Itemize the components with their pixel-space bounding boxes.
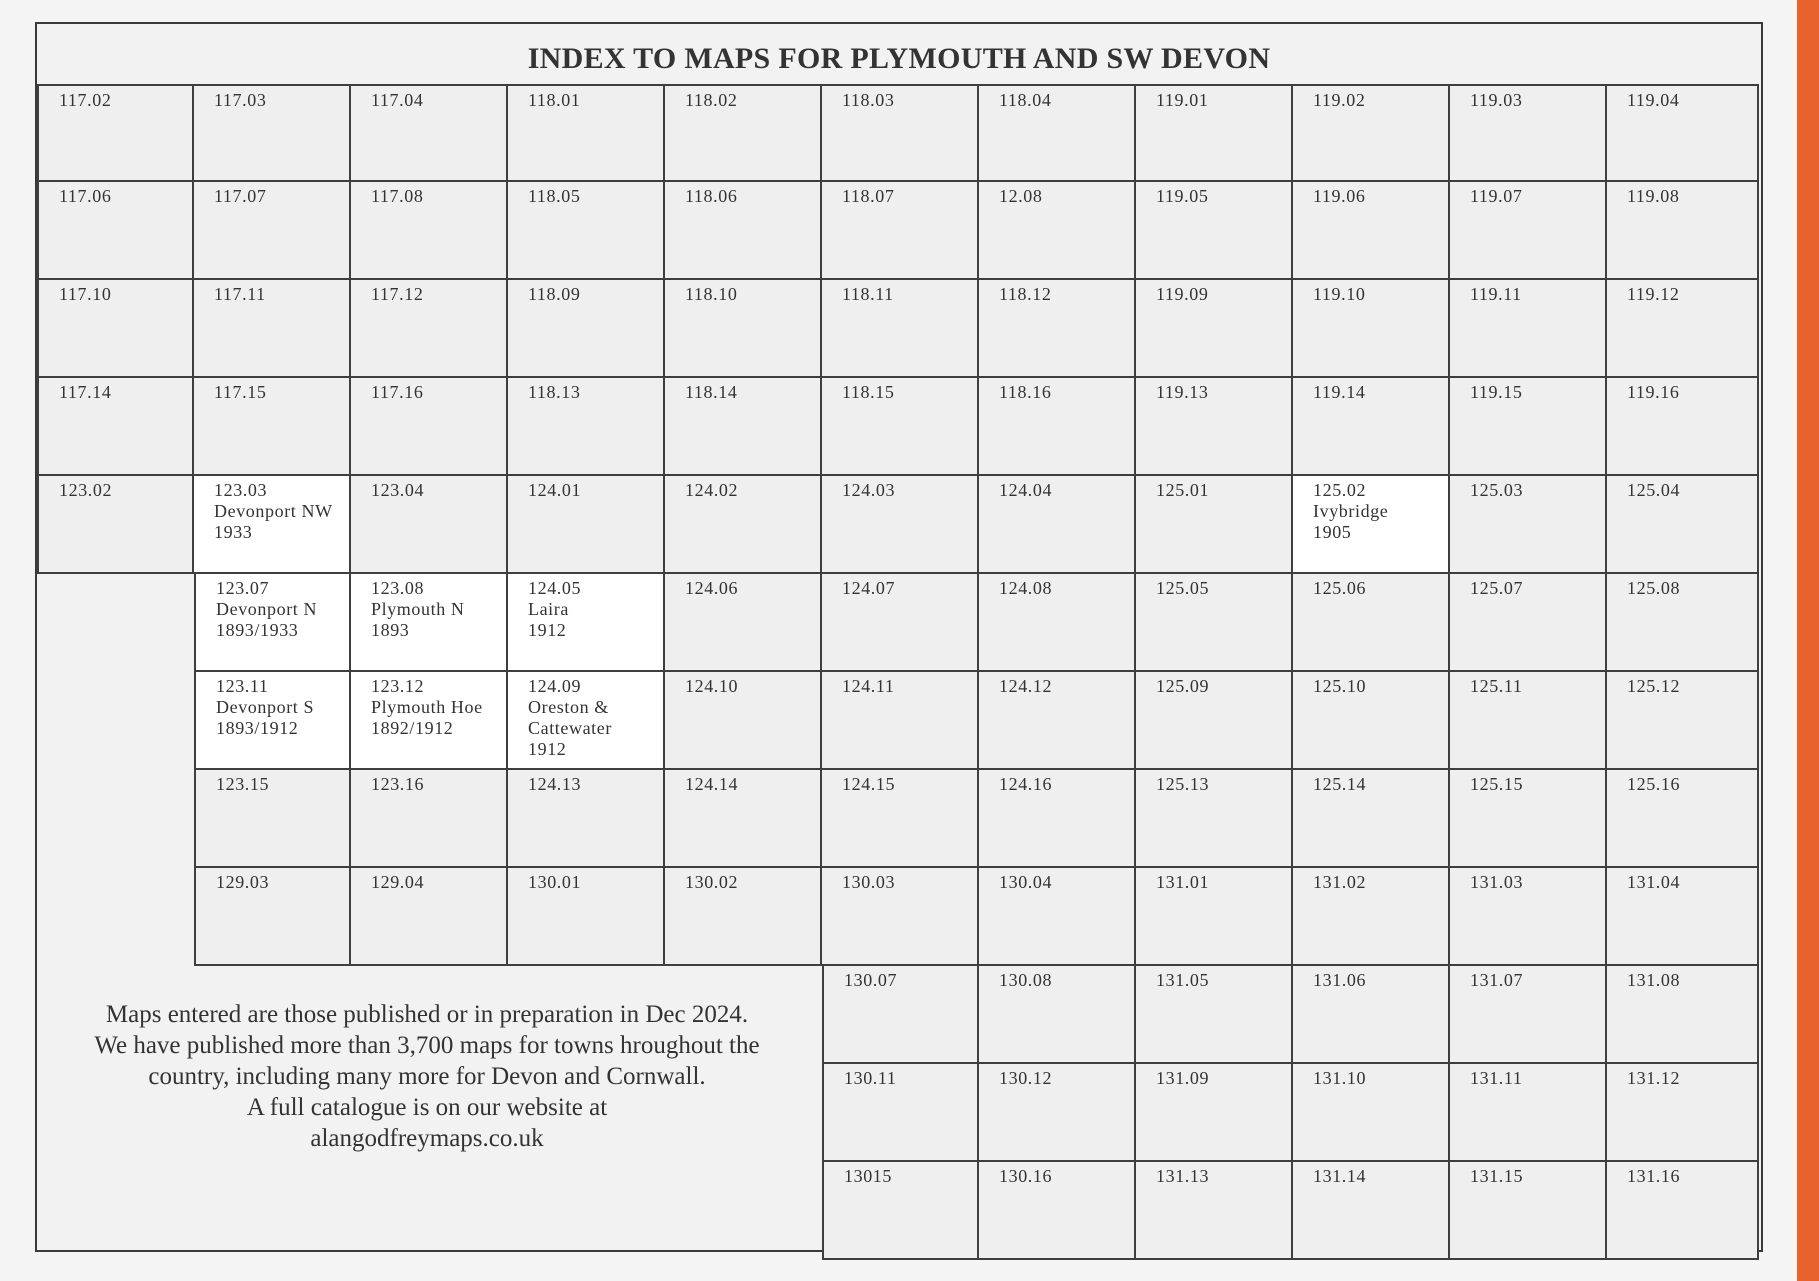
map-sheet-cell bbox=[351, 574, 508, 672]
map-sheet-cell bbox=[1136, 574, 1293, 672]
map-sheet-cell bbox=[37, 476, 194, 574]
sheet-place-name: Ivybridge bbox=[1313, 501, 1389, 521]
sheet-number: 123.08 bbox=[371, 578, 425, 598]
sheet-number: 118.07 bbox=[842, 186, 895, 206]
map-sheet-cell bbox=[351, 476, 508, 574]
map-sheet-cell bbox=[37, 182, 194, 280]
map-sheet-cell bbox=[979, 84, 1136, 182]
sheet-number: 118.14 bbox=[685, 382, 738, 402]
map-sheet-cell bbox=[1293, 378, 1450, 476]
map-sheet-cell bbox=[979, 476, 1136, 574]
sheet-number: 125.08 bbox=[1627, 578, 1681, 598]
map-sheet-cell bbox=[979, 1162, 1136, 1260]
sheet-number: 130.01 bbox=[528, 872, 582, 892]
map-sheet-cell bbox=[1607, 182, 1759, 280]
map-sheet-cell bbox=[1607, 868, 1759, 966]
map-sheet-cell bbox=[1607, 770, 1759, 868]
sheet-number: 118.02 bbox=[685, 90, 738, 110]
map-sheet-cell bbox=[351, 84, 508, 182]
map-sheet-cell bbox=[1450, 1064, 1607, 1162]
map-sheet-cell bbox=[1293, 966, 1450, 1064]
sheet-number: 124.05 bbox=[528, 578, 582, 598]
map-sheet-cell bbox=[1136, 378, 1293, 476]
map-sheet-cell bbox=[508, 378, 665, 476]
map-sheet-cell bbox=[979, 770, 1136, 868]
map-sheet-cell bbox=[1450, 672, 1607, 770]
sheet-years: 1893 bbox=[371, 620, 410, 640]
map-sheet-cell bbox=[37, 378, 194, 476]
sheet-number: 124.08 bbox=[999, 578, 1053, 598]
sheet-place-name: Laira bbox=[528, 599, 569, 619]
sheet-number: 117.10 bbox=[59, 284, 112, 304]
map-sheet-cell bbox=[1450, 1162, 1607, 1260]
sheet-place-name: Devonport N bbox=[216, 599, 318, 619]
map-sheet-cell bbox=[1607, 1162, 1759, 1260]
sheet-number: 124.09 bbox=[528, 676, 582, 696]
sheet-number: 119.08 bbox=[1627, 186, 1680, 206]
sheet-number: 131.02 bbox=[1313, 872, 1367, 892]
map-sheet-cell bbox=[665, 378, 822, 476]
sheet-number: 123.16 bbox=[371, 774, 425, 794]
map-sheet-cell bbox=[979, 1064, 1136, 1162]
map-sheet-cell bbox=[1136, 672, 1293, 770]
map-sheet-cell bbox=[822, 476, 979, 574]
map-sheet-cell bbox=[822, 84, 979, 182]
sheet-number: 130.08 bbox=[999, 970, 1053, 990]
sheet-place-name: Devonport S bbox=[216, 697, 315, 717]
sheet-number: 125.11 bbox=[1470, 676, 1523, 696]
map-sheet-cell bbox=[194, 868, 351, 966]
sheet-number: 117.07 bbox=[214, 186, 267, 206]
map-sheet-cell bbox=[37, 280, 194, 378]
map-sheet-cell bbox=[351, 182, 508, 280]
map-sheet-cell bbox=[665, 476, 822, 574]
map-sheet-cell bbox=[1136, 770, 1293, 868]
sheet-number: 119.07 bbox=[1470, 186, 1523, 206]
map-sheet-cell bbox=[1293, 84, 1450, 182]
sheet-number: 125.06 bbox=[1313, 578, 1367, 598]
sheet-number: 118.10 bbox=[685, 284, 738, 304]
sheet-number: 124.12 bbox=[999, 676, 1053, 696]
sheet-place-name: Devonport NW bbox=[214, 501, 333, 521]
map-sheet-cell bbox=[194, 476, 351, 574]
map-sheet-cell bbox=[1450, 378, 1607, 476]
sheet-number: 131.07 bbox=[1470, 970, 1524, 990]
map-sheet-cell bbox=[979, 378, 1136, 476]
map-sheet-cell bbox=[1293, 574, 1450, 672]
map-sheet-cell bbox=[1607, 84, 1759, 182]
sheet-number: 125.04 bbox=[1627, 480, 1681, 500]
sheet-number: 130.03 bbox=[842, 872, 896, 892]
map-index-sheet bbox=[35, 22, 1763, 1252]
sheet-years: 1912 bbox=[528, 620, 567, 640]
sheet-place-name: Plymouth N bbox=[371, 599, 465, 619]
sheet-number: 130.16 bbox=[999, 1166, 1053, 1186]
sheet-number: 123.04 bbox=[371, 480, 425, 500]
map-sheet-cell bbox=[508, 770, 665, 868]
map-sheet-cell bbox=[1607, 574, 1759, 672]
map-sheet-cell bbox=[1136, 280, 1293, 378]
sheet-number: 130.12 bbox=[999, 1068, 1053, 1088]
sheet-number: 123.03 bbox=[214, 480, 268, 500]
sheet-number: 129.04 bbox=[371, 872, 425, 892]
sheet-years: 1893/1933 bbox=[216, 620, 299, 640]
map-sheet-cell bbox=[1293, 182, 1450, 280]
map-sheet-cell bbox=[822, 966, 979, 1064]
sheet-number: 125.07 bbox=[1470, 578, 1524, 598]
map-sheet-cell bbox=[194, 182, 351, 280]
map-sheet-cell bbox=[1450, 966, 1607, 1064]
sheet-number: 119.04 bbox=[1627, 90, 1680, 110]
sheet-number: 119.14 bbox=[1313, 382, 1366, 402]
sheet-number: 118.05 bbox=[528, 186, 581, 206]
map-sheet-cell bbox=[1293, 672, 1450, 770]
sheet-years: 1933 bbox=[214, 522, 253, 542]
sheet-number: 119.02 bbox=[1313, 90, 1366, 110]
sheet-number: 117.11 bbox=[214, 284, 266, 304]
sheet-number: 124.07 bbox=[842, 578, 896, 598]
sheet-number: 117.14 bbox=[59, 382, 112, 402]
map-sheet-cell bbox=[508, 182, 665, 280]
orange-edge-strip bbox=[1797, 0, 1819, 1281]
sheet-number: 131.04 bbox=[1627, 872, 1681, 892]
sheet-number: 125.16 bbox=[1627, 774, 1681, 794]
sheet-number: 125.03 bbox=[1470, 480, 1524, 500]
sheet-number: 131.03 bbox=[1470, 872, 1524, 892]
map-sheet-cell bbox=[665, 574, 822, 672]
sheet-years: 1892/1912 bbox=[371, 718, 454, 738]
sheet-place-name: Cattewater bbox=[528, 718, 612, 738]
sheet-number: 130.11 bbox=[844, 1068, 897, 1088]
sheet-number: 119.06 bbox=[1313, 186, 1366, 206]
sheet-number: 125.12 bbox=[1627, 676, 1681, 696]
map-sheet-cell bbox=[194, 574, 351, 672]
sheet-number: 129.03 bbox=[216, 872, 270, 892]
map-sheet-cell bbox=[351, 868, 508, 966]
sheet-number: 124.01 bbox=[528, 480, 582, 500]
sheet-number: 131.16 bbox=[1627, 1166, 1681, 1186]
sheet-years: 1912 bbox=[528, 739, 567, 759]
map-sheet-cell bbox=[1450, 574, 1607, 672]
sheet-number: 131.15 bbox=[1470, 1166, 1524, 1186]
map-sheet-cell bbox=[1293, 770, 1450, 868]
sheet-number: 118.09 bbox=[528, 284, 581, 304]
sheet-number: 117.08 bbox=[371, 186, 424, 206]
sheet-number: 117.02 bbox=[59, 90, 112, 110]
map-sheet-cell bbox=[1450, 182, 1607, 280]
sheet-number: 124.11 bbox=[842, 676, 895, 696]
sheet-place-name: Plymouth Hoe bbox=[371, 697, 483, 717]
map-sheet-cell bbox=[1607, 1064, 1759, 1162]
sheet-number: 123.02 bbox=[59, 480, 113, 500]
sheet-number: 117.03 bbox=[214, 90, 267, 110]
sheet-number: 131.06 bbox=[1313, 970, 1367, 990]
sheet-number: 131.08 bbox=[1627, 970, 1681, 990]
map-sheet-cell bbox=[665, 868, 822, 966]
sheet-number: 123.15 bbox=[216, 774, 270, 794]
map-sheet-cell bbox=[1136, 868, 1293, 966]
map-sheet-cell bbox=[1450, 476, 1607, 574]
sheet-number: 118.11 bbox=[842, 284, 894, 304]
sheet-number: 131.01 bbox=[1156, 872, 1210, 892]
footnote-line: A full catalogue is on our website at bbox=[246, 1094, 608, 1121]
map-sheet-cell bbox=[194, 770, 351, 868]
page-title: INDEX TO MAPS FOR PLYMOUTH AND SW DEVON bbox=[527, 42, 1271, 75]
sheet-number: 119.03 bbox=[1470, 90, 1523, 110]
sheet-number: 130.02 bbox=[685, 872, 739, 892]
sheet-place-name: Oreston & bbox=[528, 697, 609, 717]
map-sheet-cell bbox=[822, 868, 979, 966]
sheet-number: 117.16 bbox=[371, 382, 424, 402]
map-sheet-cell bbox=[1136, 84, 1293, 182]
map-sheet-cell bbox=[979, 672, 1136, 770]
sheet-number: 119.15 bbox=[1470, 382, 1523, 402]
sheet-number: 117.12 bbox=[371, 284, 424, 304]
map-sheet-cell bbox=[665, 672, 822, 770]
map-sheet-cell bbox=[822, 672, 979, 770]
map-sheet-cell bbox=[822, 770, 979, 868]
sheet-years: 1893/1912 bbox=[216, 718, 299, 738]
map-sheet-cell bbox=[1293, 1162, 1450, 1260]
map-sheet-cell bbox=[822, 574, 979, 672]
footnote-line: country, including many more for Devon and Cornwall. bbox=[148, 1063, 706, 1090]
sheet-number: 131.10 bbox=[1313, 1068, 1367, 1088]
sheet-number: 130.07 bbox=[844, 970, 898, 990]
map-sheet-cell bbox=[508, 672, 665, 770]
sheet-number: 118.04 bbox=[999, 90, 1052, 110]
sheet-number: 125.09 bbox=[1156, 676, 1210, 696]
map-sheet-cell bbox=[979, 574, 1136, 672]
map-sheet-cell bbox=[1136, 1162, 1293, 1260]
sheet-number: 119.16 bbox=[1627, 382, 1680, 402]
sheet-number: 12.08 bbox=[999, 186, 1043, 206]
sheet-number: 118.12 bbox=[999, 284, 1052, 304]
map-sheet-cell bbox=[194, 280, 351, 378]
map-sheet-cell bbox=[665, 84, 822, 182]
map-sheet-cell bbox=[194, 672, 351, 770]
map-sheet-cell bbox=[822, 1064, 979, 1162]
sheet-number: 125.14 bbox=[1313, 774, 1367, 794]
website-address: alangodfreymaps.co.uk bbox=[310, 1125, 544, 1152]
sheet-number: 131.14 bbox=[1313, 1166, 1367, 1186]
map-sheet-cell bbox=[1293, 1064, 1450, 1162]
sheet-number: 124.16 bbox=[999, 774, 1053, 794]
sheet-number: 131.11 bbox=[1470, 1068, 1523, 1088]
map-sheet-cell bbox=[1136, 476, 1293, 574]
map-sheet-cell bbox=[1450, 868, 1607, 966]
map-sheet-cell bbox=[1293, 280, 1450, 378]
sheet-number: 124.13 bbox=[528, 774, 582, 794]
map-sheet-cell bbox=[1136, 182, 1293, 280]
map-sheet-cell bbox=[1607, 280, 1759, 378]
sheet-number: 119.10 bbox=[1313, 284, 1366, 304]
map-sheet-cell bbox=[37, 84, 194, 182]
map-sheet-cell bbox=[1450, 770, 1607, 868]
sheet-number: 125.15 bbox=[1470, 774, 1524, 794]
sheet-number: 125.10 bbox=[1313, 676, 1367, 696]
sheet-number: 117.15 bbox=[214, 382, 267, 402]
sheet-number: 125.05 bbox=[1156, 578, 1210, 598]
sheet-number: 124.02 bbox=[685, 480, 739, 500]
map-sheet-cell bbox=[194, 378, 351, 476]
sheet-number: 124.04 bbox=[999, 480, 1053, 500]
sheet-number: 124.06 bbox=[685, 578, 739, 598]
footnote bbox=[37, 999, 817, 1154]
map-sheet-cell bbox=[1450, 280, 1607, 378]
sheet-number: 119.01 bbox=[1156, 90, 1209, 110]
footnote-line: Maps entered are those published or in preparation in Dec 2024. bbox=[105, 1001, 749, 1028]
map-sheet-cell bbox=[1136, 1064, 1293, 1162]
map-sheet-cell bbox=[508, 476, 665, 574]
map-sheet-cell bbox=[194, 84, 351, 182]
sheet-number: 119.05 bbox=[1156, 186, 1209, 206]
map-sheet-cell bbox=[508, 280, 665, 378]
map-sheet-cell bbox=[508, 868, 665, 966]
footnote-line: We have published more than 3,700 maps for towns hroughout the bbox=[94, 1032, 760, 1059]
sheet-number: 118.06 bbox=[685, 186, 738, 206]
sheet-number: 123.07 bbox=[216, 578, 270, 598]
sheet-number: 119.09 bbox=[1156, 284, 1209, 304]
map-sheet-cell bbox=[351, 770, 508, 868]
sheet-number: 118.01 bbox=[528, 90, 581, 110]
sheet-number: 118.03 bbox=[842, 90, 895, 110]
map-sheet-cell bbox=[1136, 966, 1293, 1064]
map-sheet-cell bbox=[1607, 966, 1759, 1064]
sheet-number: 124.10 bbox=[685, 676, 739, 696]
map-sheet-cell bbox=[1293, 868, 1450, 966]
sheet-number: 124.15 bbox=[842, 774, 896, 794]
sheet-number: 131.12 bbox=[1627, 1068, 1681, 1088]
sheet-number: 124.14 bbox=[685, 774, 739, 794]
map-sheet-cell bbox=[822, 378, 979, 476]
sheet-years: 1905 bbox=[1313, 522, 1352, 542]
map-sheet-cell bbox=[665, 182, 822, 280]
sheet-number: 131.09 bbox=[1156, 1068, 1210, 1088]
map-sheet-cell bbox=[665, 770, 822, 868]
sheet-number: 131.05 bbox=[1156, 970, 1210, 990]
sheet-number: 117.04 bbox=[371, 90, 424, 110]
sheet-number: 124.03 bbox=[842, 480, 896, 500]
sheet-number: 125.01 bbox=[1156, 480, 1210, 500]
sheet-number: 117.06 bbox=[59, 186, 112, 206]
map-sheet-cell bbox=[351, 672, 508, 770]
sheet-number: 123.12 bbox=[371, 676, 425, 696]
sheet-number: 119.13 bbox=[1156, 382, 1209, 402]
sheet-number: 130.04 bbox=[999, 872, 1053, 892]
map-sheet-cell bbox=[508, 84, 665, 182]
map-sheet-cell bbox=[1293, 476, 1450, 574]
map-sheet-cell bbox=[822, 280, 979, 378]
map-sheet-cell bbox=[822, 1162, 979, 1260]
map-sheet-cell bbox=[351, 280, 508, 378]
sheet-number: 119.12 bbox=[1627, 284, 1680, 304]
sheet-number: 125.02 bbox=[1313, 480, 1367, 500]
map-sheet-cell bbox=[822, 182, 979, 280]
map-sheet-cell bbox=[979, 868, 1136, 966]
map-sheet-cell bbox=[1607, 378, 1759, 476]
sheet-number: 13015 bbox=[844, 1166, 892, 1186]
sheet-number: 118.13 bbox=[528, 382, 581, 402]
map-sheet-cell bbox=[1607, 672, 1759, 770]
sheet-number: 123.11 bbox=[216, 676, 269, 696]
sheet-number: 131.13 bbox=[1156, 1166, 1210, 1186]
map-sheet-cell bbox=[1450, 84, 1607, 182]
sheet-number: 118.16 bbox=[999, 382, 1052, 402]
map-sheet-cell bbox=[351, 378, 508, 476]
sheet-number: 125.13 bbox=[1156, 774, 1210, 794]
sheet-number: 118.15 bbox=[842, 382, 895, 402]
map-sheet-cell bbox=[665, 280, 822, 378]
map-sheet-cell bbox=[979, 182, 1136, 280]
map-sheet-cell bbox=[979, 280, 1136, 378]
map-sheet-cell bbox=[979, 966, 1136, 1064]
sheet-number: 119.11 bbox=[1470, 284, 1522, 304]
map-sheet-cell bbox=[508, 574, 665, 672]
map-sheet-cell bbox=[1607, 476, 1759, 574]
